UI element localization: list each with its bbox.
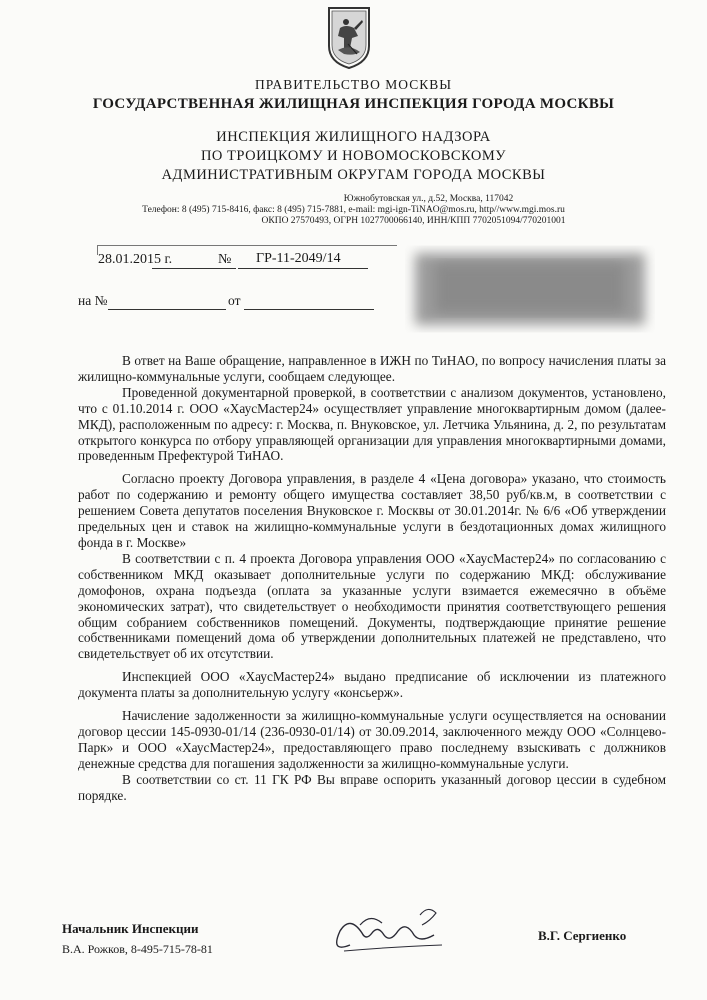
paragraph: Начисление задолженности за жилищно-коммунальные услуги осуществляется на основании договор цессии 145-0930-01/14 (236-0930-01/14) от 30.09.2014, заключенного между ООО «Солнцево-Парк» и ООО «ХаусМастер24», предоставляющего право последнему взыскивать с должников денежные средства для погашения задолженности за жилищно-коммунальные услуги.: [78, 708, 666, 771]
corner-frame: [97, 245, 397, 246]
paragraph: В ответ на Ваше обращение, направленное в ИЖН по ТиНАО, по вопросу начисления платы за жилищно-коммунальные услуги, сообщаем следующее.: [78, 353, 666, 384]
letter-body: [78, 353, 666, 803]
executor-contact: В.А. Рожков, 8-495-715-78-81: [62, 942, 213, 956]
address: Южнобутовская ул., д.52, Москва, 117042: [343, 194, 514, 204]
handwritten-signature: [310, 895, 460, 965]
paragraph: В соответствии со ст. 11 ГК РФ Вы вправе оспорить указанный договор цессии в судебном порядке.: [78, 771, 666, 803]
department-line: АДМИНИСТРАТИВНЫМ ОКРУГАМ ГОРОДА МОСКВЫ: [161, 167, 546, 183]
paragraph: Согласно проекту Договора управления, в разделе 4 «Цена договора» указано, что стоимость работ по содержанию и ремонту общего имущества составляет 38,50 руб/кв.м, в соответствии с решением Совета депутатов поселения Внуковское г. Москвы от 30.01.2014г. № 6/6 «Об утверждении предельных цен и ставок на жилищно-коммунальные услуги в бездотационных домах жилищного фонда в г. Москве»: [78, 471, 666, 550]
government-name: ПРАВИТЕЛЬСТВО МОСКВЫ: [254, 77, 452, 92]
registration-codes: ОКПО 27570493, ОГРН 1027700066140, ИНН/КПП 7702051094/770201001: [261, 216, 566, 226]
contact-block: [0, 194, 707, 227]
signatory-name: В.Г. Сергиенко: [538, 928, 627, 943]
fill-line: [152, 268, 236, 269]
fill-line: [108, 309, 226, 310]
department-line: ИНСПЕКЦИЯ ЖИЛИЩНОГО НАДЗОРА: [216, 129, 491, 145]
from-label: от: [228, 293, 241, 308]
department-name: [0, 128, 707, 185]
fill-line: [244, 309, 374, 310]
paragraph: В соответствии с п. 4 проекта Договора управления ООО «ХаусМастер24» по согласованию с собственником МКД оказывает дополнительные услуги по содержанию МКД: обслуживание домофонов, охрана подъезда (оплата за указанные услуги взимается ежемесячно в объёме экономических затрат), что свидетельствует о необходимости принятия соответствующего решения общим собранием собственников помещений. Документы, подтверждающие принятие решение собственниками помещений дома об утверждении дополнительных платежей не представлено, что свидетельствует об их отсутствии.: [78, 550, 666, 662]
department-line: ПО ТРОИЦКОМУ И НОВОМОСКОВСКОМУ: [200, 148, 507, 164]
signatory-title: Начальник Инспекции: [62, 921, 199, 936]
moscow-coat-of-arms-icon: [324, 6, 374, 70]
redacted-address-block: [405, 243, 655, 333]
phones-email: Телефон: 8 (495) 715-8416, факс: 8 (495) 715-7881, e-mail: mgi-ign-TiNAO@mos.ru, http//www.mgi.mos.ru: [142, 205, 565, 215]
inspection-name: ГОСУДАРСТВЕННАЯ ЖИЛИЩНАЯ ИНСПЕКЦИЯ ГОРОДА МОСКВЫ: [92, 96, 615, 112]
outgoing-number: ГР-11-2049/14: [256, 251, 341, 266]
number-label: №: [218, 252, 232, 267]
fill-line: [238, 268, 368, 269]
paragraph: Проведенной документарной проверкой, в соответствии с анализом документов, установлено, что с 01.10.2014 г. ООО «ХаусМастер24» осуществляет управление многоквартирным домом (далее-МКД), расположенным по адресу: г. Москва, п. Внуковское, ул. Летчика Ульянина, д. 2, по результатам открытого конкурса по отбору управляющей организации для управления многоквартирными домами, проведенным Префектурой ТиНАО.: [78, 384, 666, 464]
reference-label: на №: [78, 293, 108, 308]
outgoing-date: 28.01.2015 г.: [98, 252, 173, 267]
paragraph: Инспекцией ООО «ХаусМастер24» выдано предписание об исключении из платежного документа платы за дополнительную услугу «консьерж».: [78, 669, 666, 701]
